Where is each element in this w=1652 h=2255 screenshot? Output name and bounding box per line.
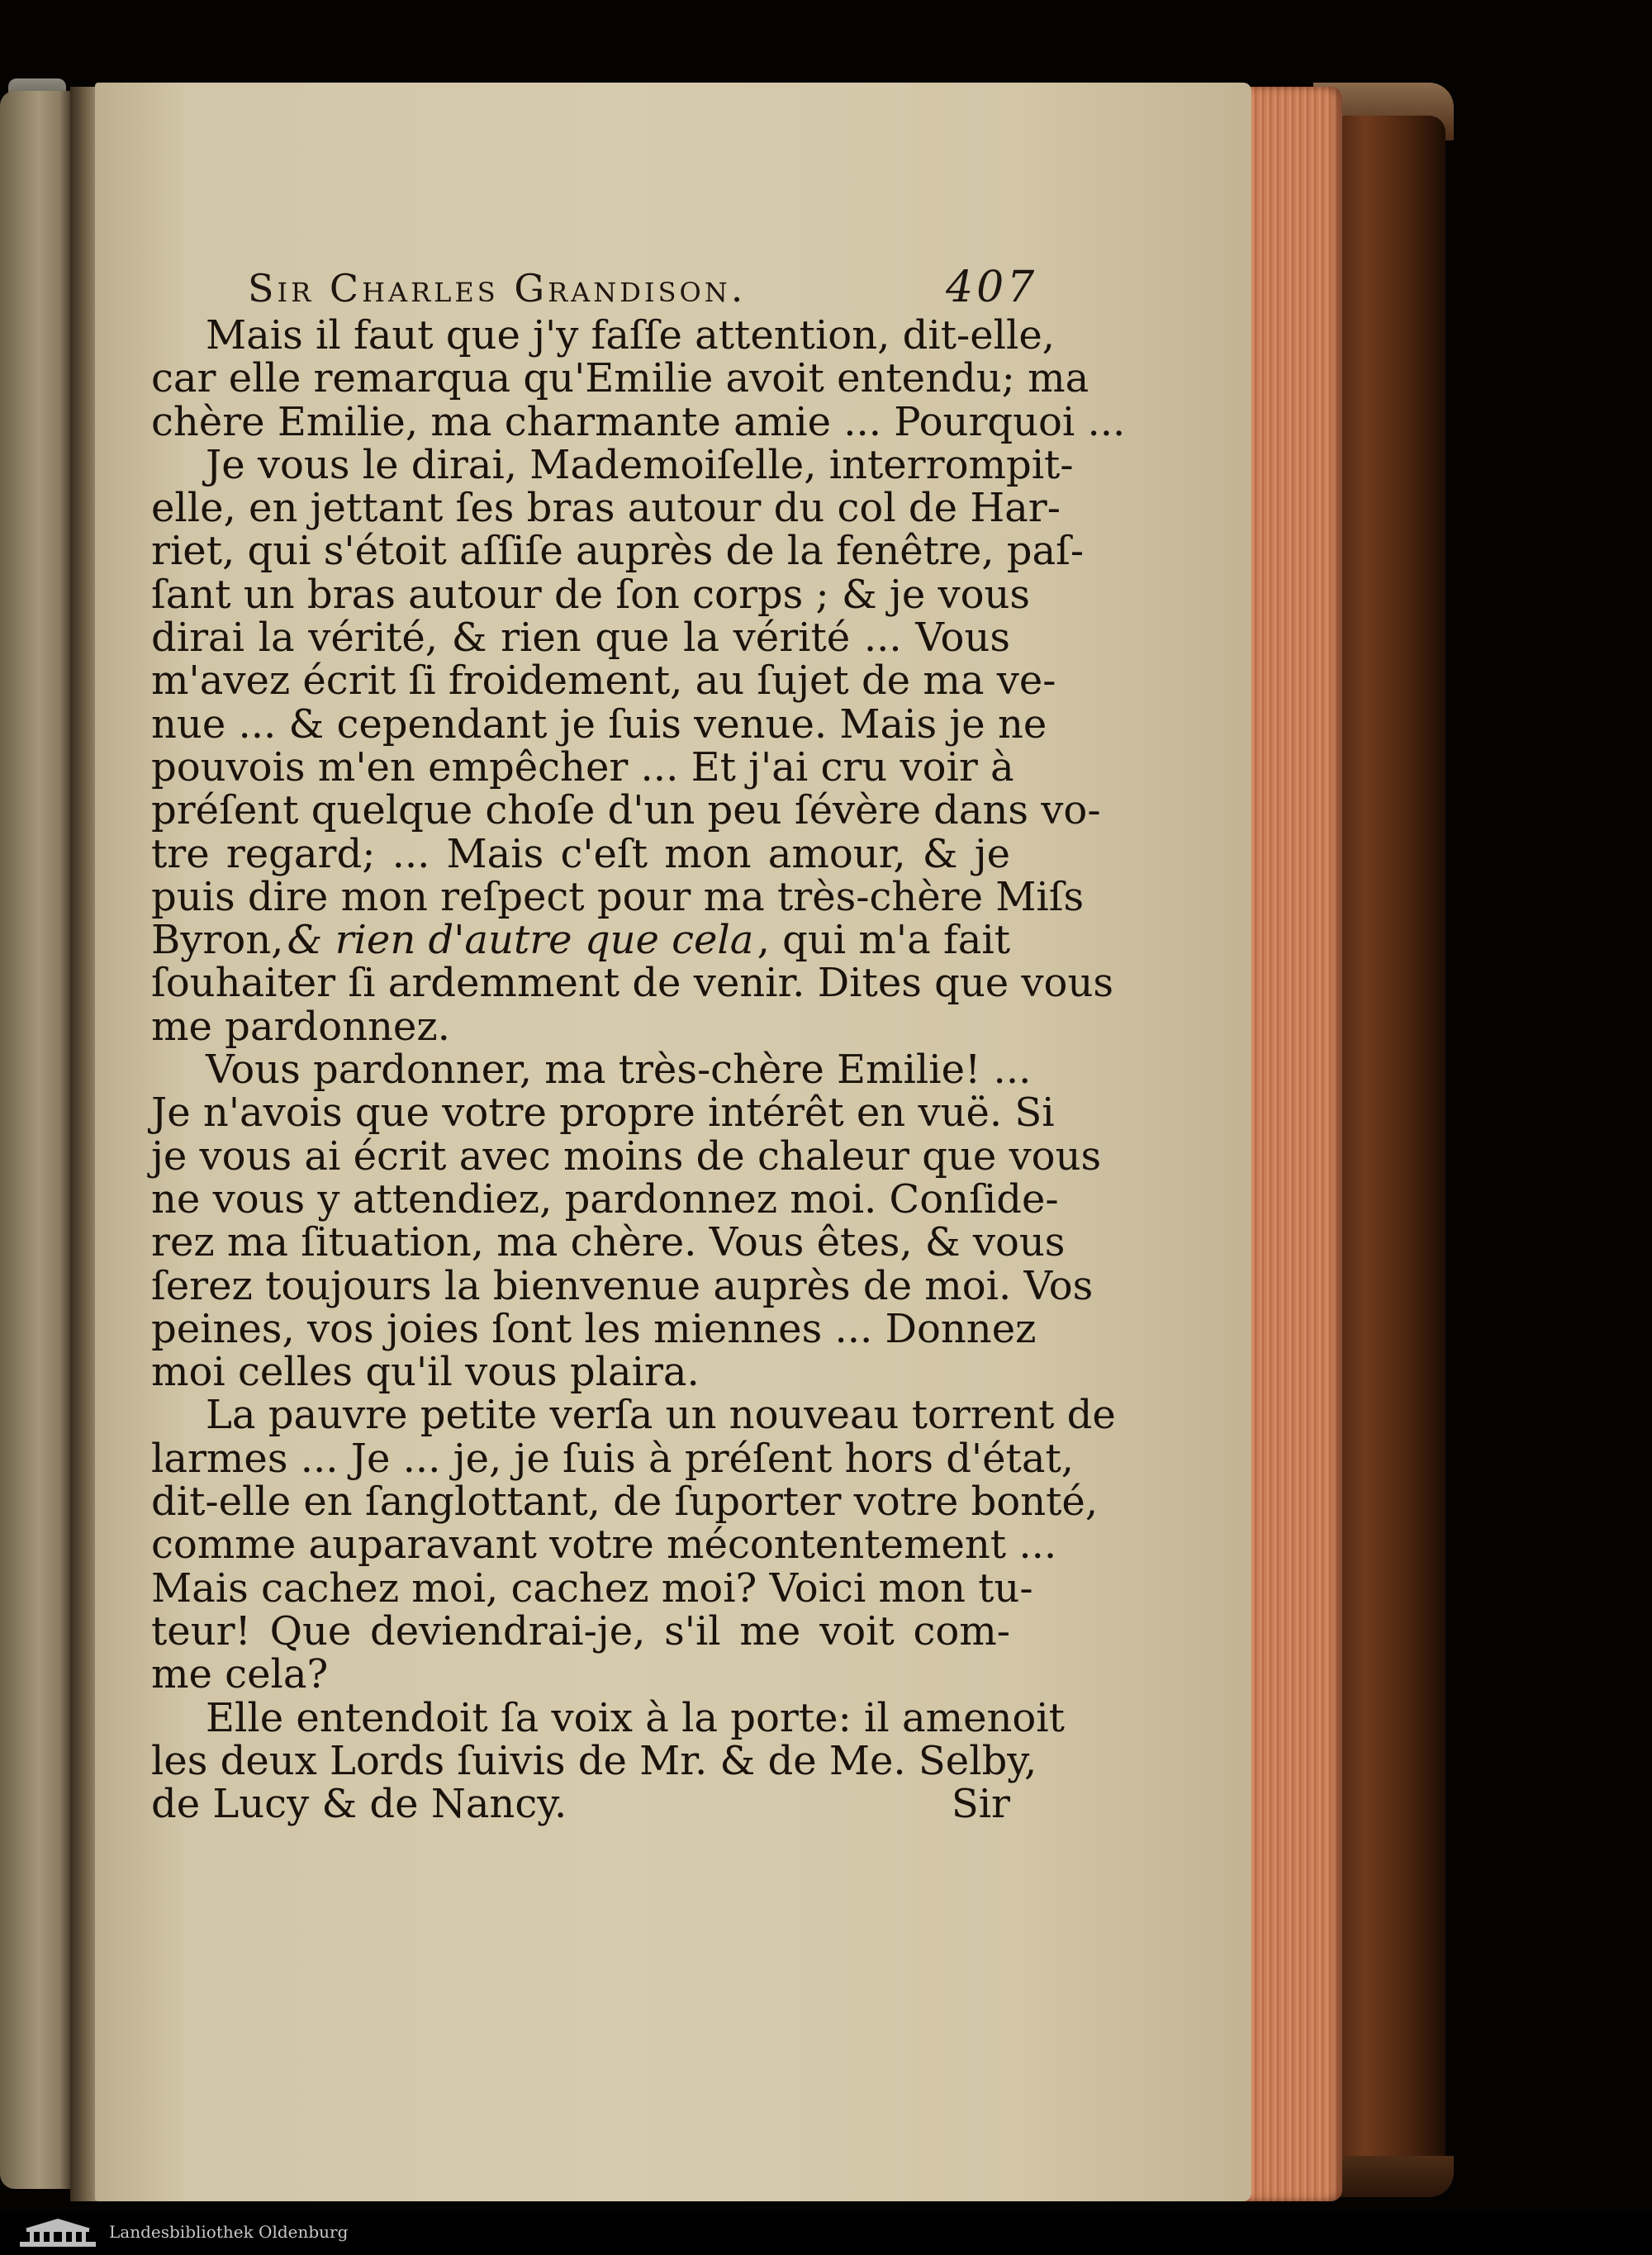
- text-line: Je vous le dirai, Mademoiſelle, interrompit-: [206, 441, 1074, 488]
- text-segment: de Lucy & de Nancy.: [151, 1781, 567, 1828]
- text-line: je vous ai écrit avec moins de chaleur que vous: [151, 1132, 1102, 1180]
- text-segment: Byron,: [151, 917, 284, 964]
- text-line: préſent quelque choſe d'un peu ſévère dans vo-: [151, 787, 1101, 834]
- final-line: [151, 1781, 1010, 1828]
- page-number: 407: [946, 263, 1038, 312]
- text-line: ſerez toujours la bienvenue auprès de moi. Vos: [151, 1262, 1094, 1309]
- text-line: rez ma ſituation, ma chère. Vous êtes, & vous: [151, 1219, 1066, 1266]
- text-line: Je n'avois que votre propre intérêt en vuë. Si: [151, 1090, 1055, 1137]
- text-line-with-italic: [151, 917, 1010, 964]
- text-line: ne vous y attendiez, pardonnez moi. Conſide-: [151, 1175, 1059, 1222]
- text-line: dit-elle en ſanglottant, de ſuporter votre bonté,: [151, 1479, 1099, 1526]
- previous-page: [0, 91, 70, 2189]
- text-line: ſouhaiter ſi ardemment de venir. Dites que vous: [151, 960, 1113, 1007]
- text-line: pouvois m'en empêcher ... Et j'ai cru voir à: [151, 743, 1014, 790]
- library-building-icon: [17, 2217, 99, 2250]
- running-head-title: Sir Charles Grandison.: [248, 266, 747, 311]
- text-line: car elle remarqua qu'Emilie avoit entendu; ma: [151, 355, 1089, 402]
- text-line: Vous pardonner, ma très-chère Emilie! ...: [206, 1047, 1032, 1094]
- text-line: Mais cachez moi, cachez moi? Voici mon tu-: [151, 1564, 1033, 1612]
- text-line: nue ... & cependant je ſuis venue. Mais je ne: [151, 700, 1047, 748]
- text-line: moi celles qu'il vous plaira.: [151, 1349, 700, 1396]
- text-line: La pauvre petite verſa un nouveau torrent de: [206, 1392, 1116, 1439]
- text-segment: , qui m'a fait: [757, 917, 1010, 964]
- text-line: riet, qui s'étoit aſſiſe auprès de la fenêtre, paſ-: [151, 528, 1085, 575]
- library-name: Landesbibliothek Oldenburg: [109, 2222, 349, 2242]
- text-line: tre regard; ... Mais c'eſt mon amour, & je: [151, 830, 1010, 877]
- text-line: m'avez écrit ſi froidement, au ſujet de ma ve-: [151, 658, 1056, 705]
- text-line: comme auparavant votre mécontentement ...: [151, 1522, 1057, 1569]
- text-line: elle, en jettant ſes bras autour du col de Har-: [151, 485, 1061, 532]
- text-line: puis dire mon reſpect pour ma très-chère Miſs: [151, 873, 1085, 920]
- body-text: [151, 312, 1126, 1828]
- text-line: teur! Que deviendrai-je, s'il me voit com-: [151, 1607, 1010, 1654]
- text-line: Elle entendoit ſa voix à la porte: il amenoit: [206, 1694, 1065, 1741]
- text-line: Mais il faut que j'y faſſe attention, dit-elle,: [206, 312, 1055, 358]
- catchword: Sir: [951, 1781, 1010, 1828]
- italic-phrase: & rien d'autre que cela: [287, 917, 754, 964]
- text-line: larmes ... Je ... je, je ſuis à préſent hors d'état,: [151, 1435, 1074, 1482]
- text-line: peines, vos joies ſont les miennes ... Donnez: [151, 1305, 1037, 1352]
- text-line: me pardonnez.: [151, 1003, 450, 1050]
- text-line: dirai la vérité, & rien que la vérité ... Vous: [151, 615, 1010, 662]
- text-line: chère Emilie, ma charmante amie ... Pourquoi ...: [151, 398, 1126, 445]
- text-line: les deux Lords ſuivis de Mr. & de Me. Selby,: [151, 1737, 1037, 1784]
- page-edges: [1243, 87, 1342, 2201]
- text-line: me cela?: [151, 1651, 329, 1698]
- text-line: ſant un bras autour de ſon corps ; & je vous: [151, 571, 1031, 618]
